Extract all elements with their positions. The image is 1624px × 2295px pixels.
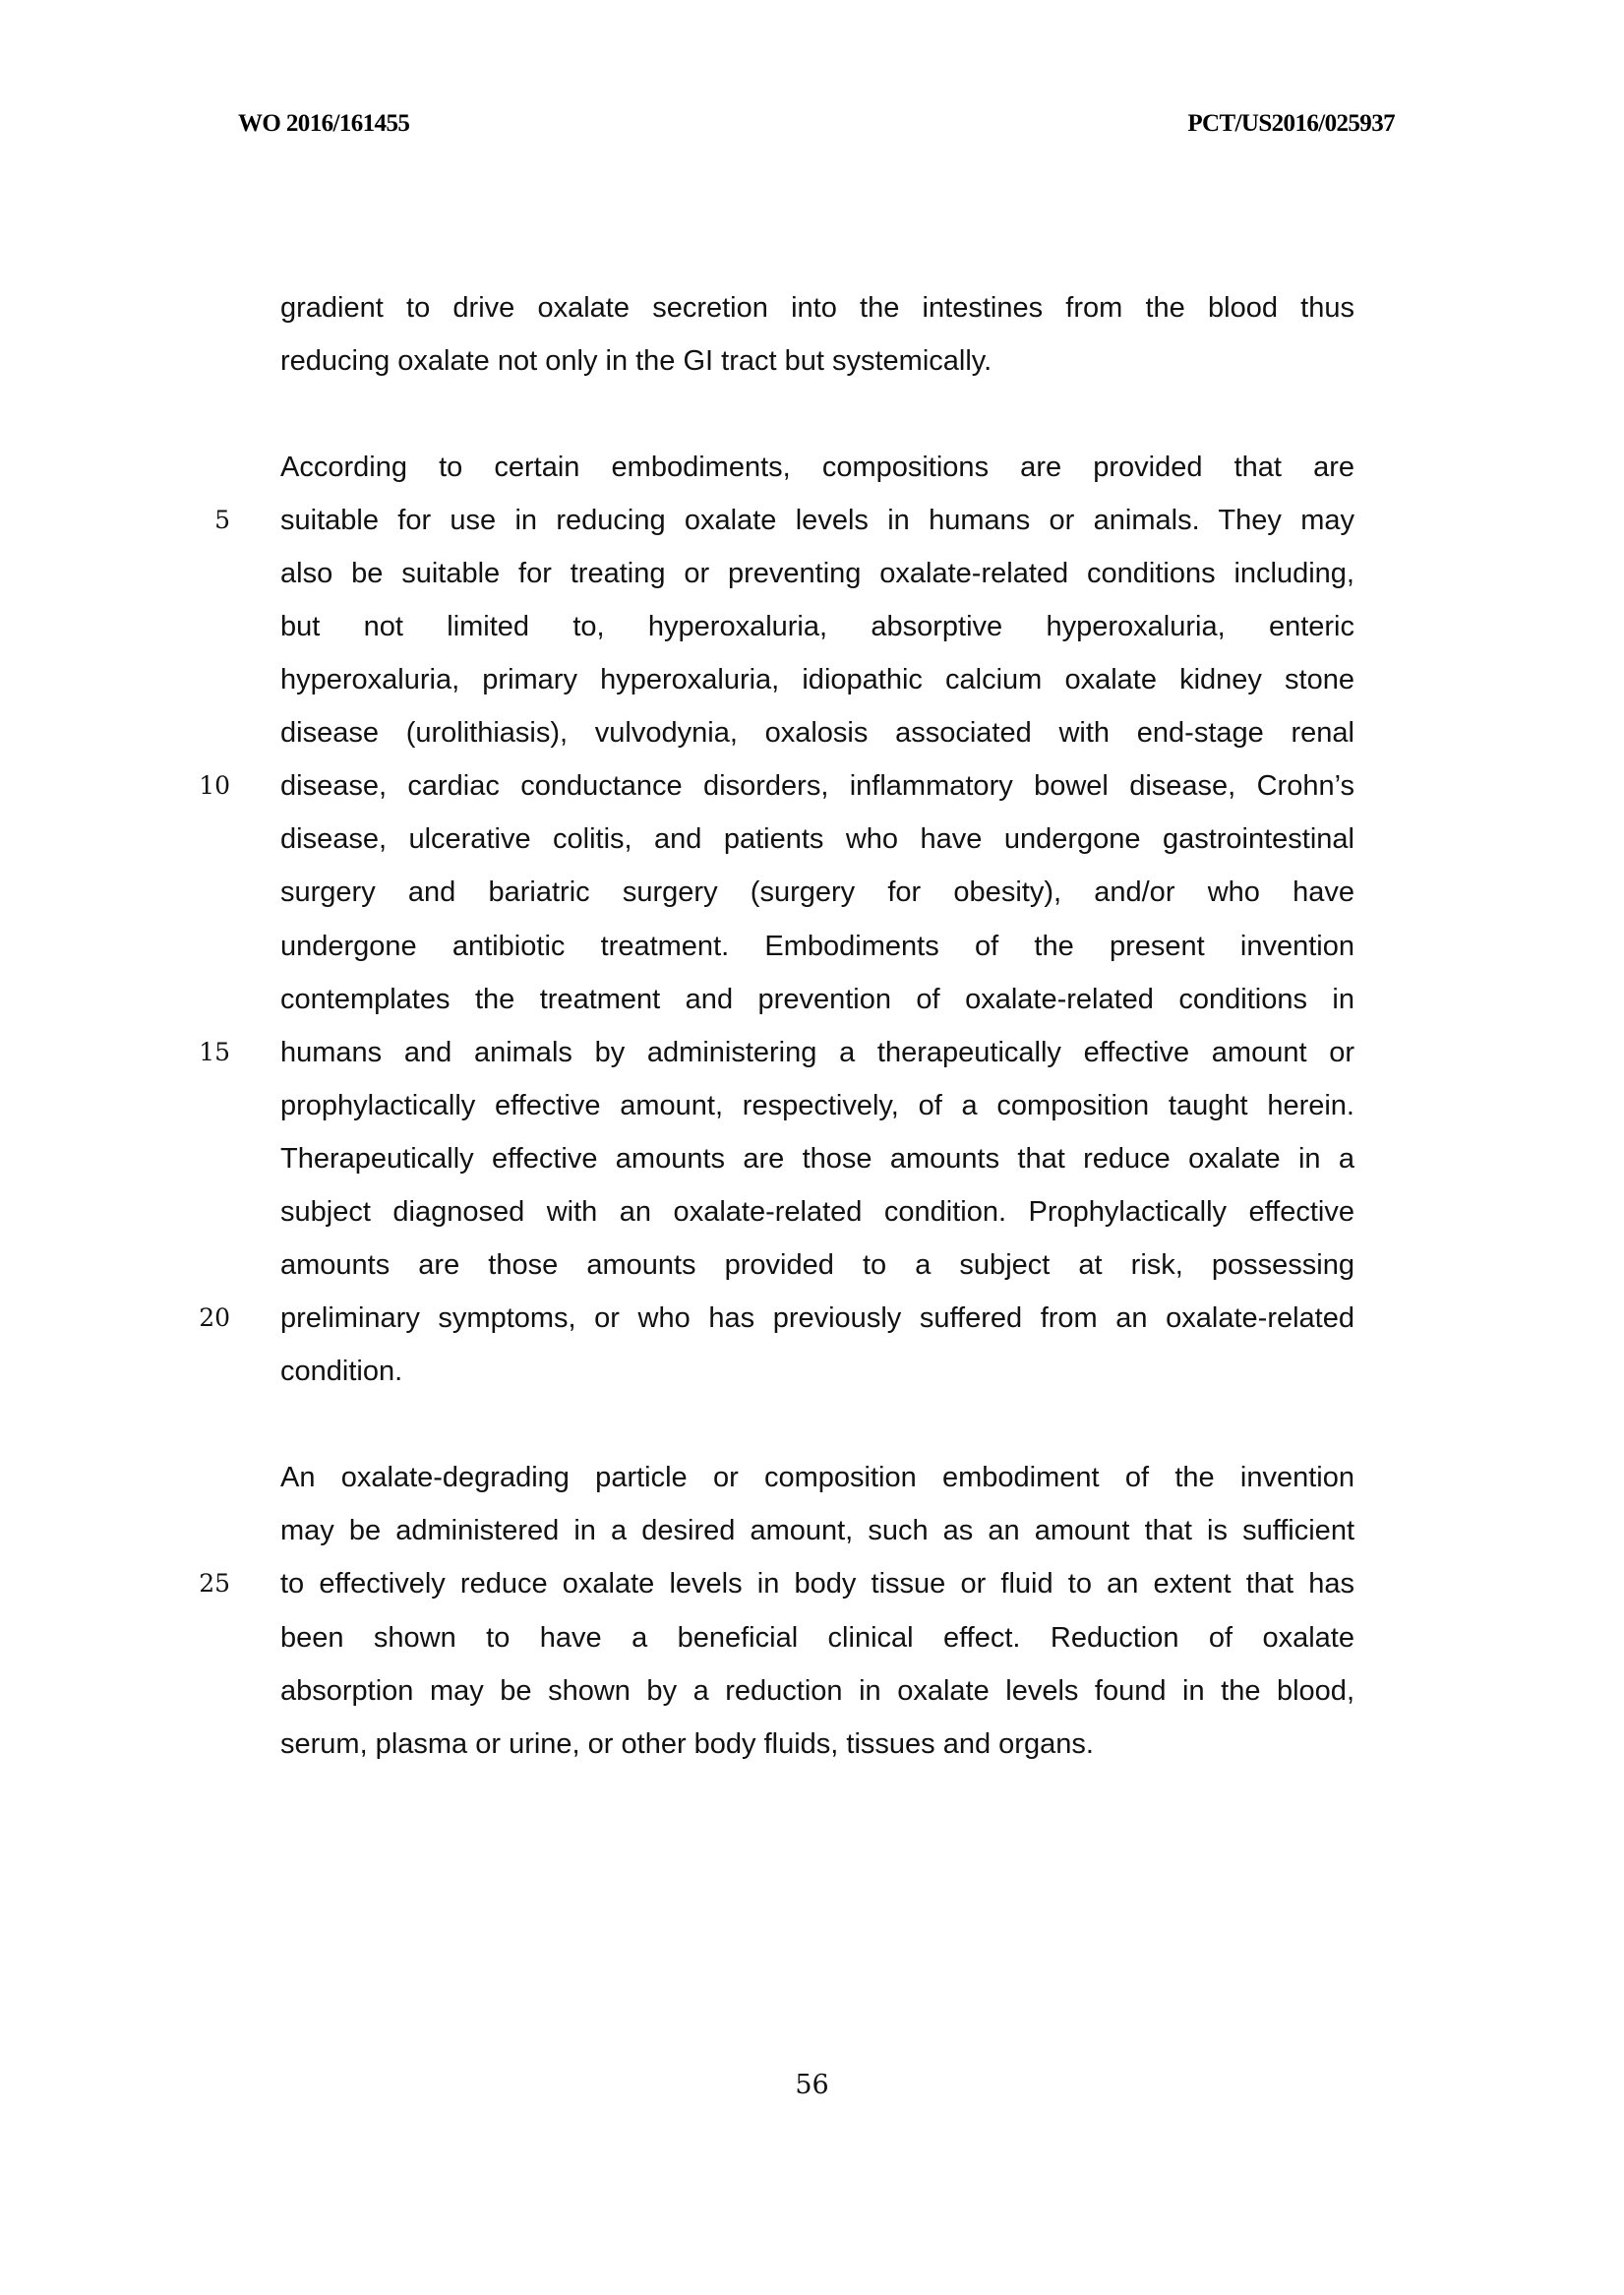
paragraph-2-line: hyperoxaluria, primary hyperoxaluria, idiopathic calcium oxalate kidney stone [280, 664, 1354, 695]
paragraph-2-line: According to certain embodiments, compositions are provided that are [280, 452, 1354, 483]
paragraph-2-line: amounts are those amounts provided to a subject at risk, possessing [280, 1249, 1354, 1281]
paragraph-3-line: absorption may be shown by a reduction in oxalate levels found in the blood, [280, 1675, 1354, 1707]
application-number: PCT/US2016/025937 [1187, 110, 1395, 137]
paragraph-2-line: Therapeutically effective amounts are those amounts that reduce oxalate in a [280, 1143, 1354, 1175]
paragraph-1-line: reducing oxalate not only in the GI tract but systemically. [280, 345, 992, 377]
paragraph-2-line: but not limited to, hyperoxaluria, absorptive hyperoxaluria, enteric [280, 611, 1354, 642]
paragraph-2-line: prophylactically effective amount, respectively, of a composition taught herein. [280, 1090, 1354, 1121]
paragraph-2-line: suitable for use in reducing oxalate levels in humans or animals. They may [280, 505, 1354, 536]
paragraph-2-line: surgery and bariatric surgery (surgery for obesity), and/or who have [280, 876, 1354, 908]
line-number: 25 [199, 1569, 230, 1598]
paragraph-2-line: disease, ulcerative colitis, and patients who have undergone gastrointestinal [280, 823, 1354, 855]
line-number: 10 [199, 771, 230, 800]
publication-number: WO 2016/161455 [238, 110, 410, 137]
paragraph-2-line: condition. [280, 1356, 403, 1387]
paragraph-3-line: may be administered in a desired amount, such as an amount that is sufficient [280, 1515, 1354, 1546]
line-number: 5 [214, 506, 230, 534]
line-number: 15 [199, 1038, 230, 1066]
paragraph-3-line: been shown to have a beneficial clinical effect. Reduction of oxalate [280, 1622, 1354, 1654]
paragraph-2-line: disease (urolithiasis), vulvodynia, oxalosis associated with end-stage renal [280, 717, 1354, 749]
paragraph-2-line: undergone antibiotic treatment. Embodiments of the present invention [280, 931, 1354, 962]
line-number: 20 [199, 1303, 230, 1332]
paragraph-2-line: humans and animals by administering a therapeutically effective amount or [280, 1037, 1354, 1068]
paragraph-3-line: serum, plasma or urine, or other body fluids, tissues and organs. [280, 1728, 1094, 1760]
paragraph-1-line: gradient to drive oxalate secretion into the intestines from the blood thus [280, 292, 1354, 324]
paragraph-2-line: contemplates the treatment and prevention of oxalate-related conditions in [280, 984, 1354, 1015]
paragraph-2-line: subject diagnosed with an oxalate-related condition. Prophylactically effective [280, 1196, 1354, 1228]
paragraph-2-line: preliminary symptoms, or who has previously suffered from an oxalate-related [280, 1302, 1354, 1334]
paragraph-2-line: also be suitable for treating or preventing oxalate-related conditions including, [280, 558, 1354, 589]
paragraph-2-line: disease, cardiac conductance disorders, inflammatory bowel disease, Crohn’s [280, 770, 1354, 802]
page-number: 56 [795, 2070, 829, 2100]
paragraph-3-line: An oxalate-degrading particle or composition embodiment of the invention [280, 1462, 1354, 1493]
paragraph-3-line: to effectively reduce oxalate levels in body tissue or fluid to an extent that has [280, 1568, 1354, 1600]
